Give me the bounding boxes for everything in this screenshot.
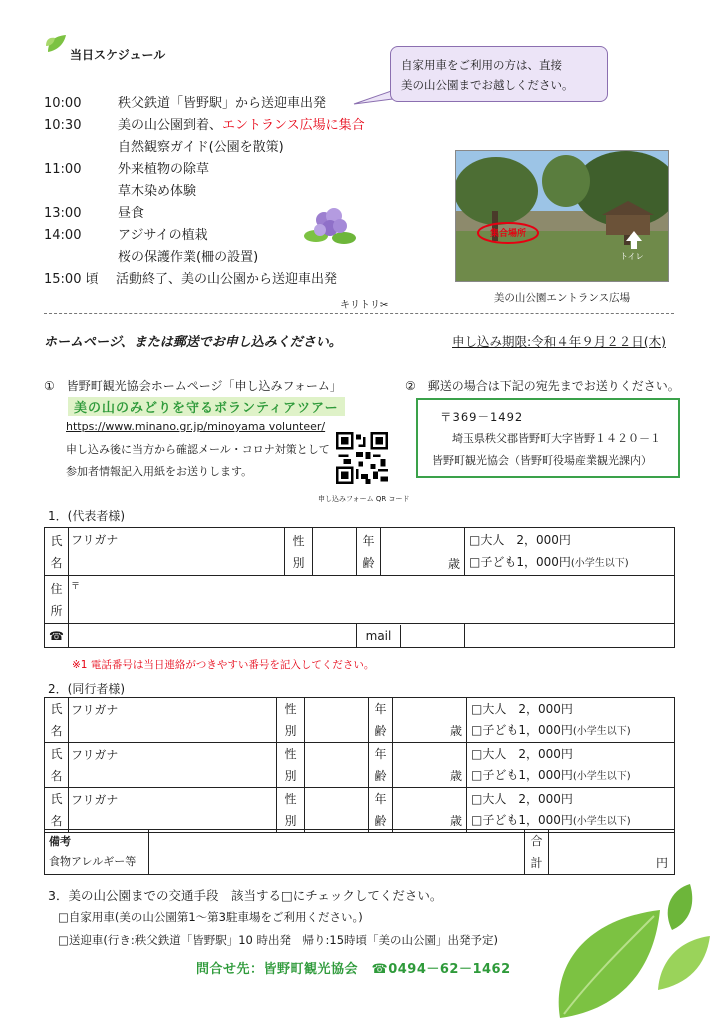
- sex-label: 性 別: [277, 698, 305, 743]
- age-label: 年 齢: [369, 698, 393, 743]
- application-headline: ホームページ、または郵送でお申し込みください。: [44, 335, 342, 350]
- name-field[interactable]: フリガナ: [69, 528, 285, 576]
- car-notice-bubble: 自家用車をご利用の方は、直接 美の山公園までお越しください。: [390, 46, 608, 102]
- toilet-label: トイレ: [620, 252, 644, 261]
- cut-here-label: キリトリ✂: [340, 300, 389, 311]
- total-field[interactable]: 円: [549, 830, 675, 875]
- sex-label: 性 別: [277, 788, 305, 833]
- remarks-form: [44, 829, 675, 875]
- remarks-field[interactable]: [149, 830, 525, 875]
- sex-label: 性 別: [285, 528, 313, 576]
- section-companion-title: 2．(同行者様): [48, 682, 125, 696]
- hydrangea-icon: [302, 200, 358, 250]
- sex-field[interactable]: [305, 743, 369, 788]
- schedule-row: 桜の保護作業(柵の設置): [118, 250, 259, 265]
- tour-name: 美の山のみどりを守るボランティアツアー: [68, 397, 345, 416]
- organization: 皆野町観光協会（皆野町役場産業観光課内）: [432, 454, 652, 467]
- age-label: 年 齢: [369, 743, 393, 788]
- confirmation-note: 申し込み後に当方から確認メール・コロナ対策として: [66, 443, 330, 456]
- age-field[interactable]: 歳: [381, 528, 465, 576]
- photo-caption: 美の山公園エントランス広場: [493, 292, 631, 304]
- park-photo: [455, 150, 669, 282]
- schedule-title: 当日スケジュール: [70, 48, 166, 62]
- age-field[interactable]: 歳: [393, 698, 467, 743]
- schedule-row: 10:00 秩父鉄道「皆野駅」から送迎車出発: [44, 96, 327, 111]
- meeting-point-highlight: エントランス広場に集合: [222, 118, 365, 133]
- sex-field[interactable]: [313, 528, 357, 576]
- fee-options[interactable]: □大人 2，000円 □子ども1，000円(小学生以下): [467, 743, 675, 788]
- age-field[interactable]: 歳: [393, 743, 467, 788]
- age-label: 年 齢: [357, 528, 381, 576]
- shuttle-checkbox[interactable]: □送迎車(行き:秩父鉄道「皆野駅」10 時出発 帰り:15時頃「美の山公園」出発予定): [58, 933, 499, 947]
- schedule-row: 15:00 頃 活動終了、美の山公園から送迎車出発: [44, 272, 338, 287]
- age-label: 年 齢: [369, 788, 393, 833]
- name-label: 氏 名: [45, 528, 69, 576]
- name-field[interactable]: フリガナ: [69, 743, 277, 788]
- mailing-address-box: [416, 398, 680, 478]
- sex-label: 性 別: [277, 743, 305, 788]
- fee-options[interactable]: □大人 2，000円 □子ども1，000円(小学生以下): [467, 788, 675, 833]
- fee-options[interactable]: □大人 2，000円 □子ども1，000円(小学生以下): [465, 528, 675, 576]
- mail-label: mail: [357, 625, 401, 647]
- phone-note: ※1 電話番号は当日連絡がつきやすい番号を記入してください。: [72, 659, 375, 671]
- name-field[interactable]: フリガナ: [69, 698, 277, 743]
- age-field[interactable]: 歳: [393, 788, 467, 833]
- schedule-row: 14:00 アジサイの植栽: [44, 228, 208, 243]
- fee-options[interactable]: □大人 2，000円 □子ども1，000円(小学生以下): [467, 698, 675, 743]
- address-label: 住 所: [45, 576, 69, 624]
- remarks-label: 備考 食物アレルギー等: [45, 830, 149, 875]
- cut-line: [44, 313, 674, 314]
- mail-method: ② 郵送の場合は下記の宛先までお送りください。: [405, 379, 680, 393]
- leaf-icon: [44, 32, 70, 54]
- name-label: 氏 名: [45, 698, 69, 743]
- email-field[interactable]: [465, 624, 675, 648]
- schedule-row: 10:30 美の山公園到着、エントランス広場に集合: [44, 118, 365, 133]
- address-field[interactable]: 〒: [69, 576, 675, 624]
- section-representative-title: 1．(代表者様): [48, 509, 125, 523]
- sex-field[interactable]: [305, 788, 369, 833]
- name-field[interactable]: フリガナ: [69, 788, 277, 833]
- companion-form: [44, 697, 675, 833]
- schedule-row: 自然観察ガイド(公園を散策): [118, 140, 284, 155]
- sex-field[interactable]: [305, 698, 369, 743]
- decorative-leaves-icon: [550, 880, 710, 1020]
- schedule-row: 11:00 外来植物の除草: [44, 162, 210, 177]
- representative-form: [44, 527, 675, 648]
- meeting-place-label: 集合場所: [490, 229, 527, 239]
- own-car-checkbox[interactable]: □自家用車(美の山公園第1～第3駐車場をご利用ください。): [58, 910, 363, 924]
- schedule-row: 13:00 昼食: [44, 206, 145, 221]
- qr-code-icon[interactable]: [336, 432, 388, 484]
- postal-code: 〒369－1492: [440, 410, 524, 424]
- phone-field[interactable]: [69, 624, 357, 648]
- total-label: 合 計: [525, 830, 549, 875]
- name-label: 氏 名: [45, 743, 69, 788]
- schedule-row: 草木染め体験: [118, 184, 197, 199]
- qr-caption: 申し込みフォーム QR コード: [318, 495, 410, 503]
- name-label: 氏 名: [45, 788, 69, 833]
- transport-title: 3．美の山公園までの交通手段 該当する□にチェックしてください。: [48, 888, 443, 903]
- confirmation-note: 参加者情報記入用紙をお送りします。: [66, 465, 253, 478]
- phone-icon: ☎: [45, 624, 69, 648]
- application-url[interactable]: https://www.minano.gr.jp/minoyama volunteer/: [66, 420, 326, 433]
- deadline: 申し込み期限:令和４年９月２２日(木): [452, 334, 666, 349]
- address: 埼玉県秩父郡皆野町大字皆野１４２０－１: [452, 432, 661, 445]
- homepage-method: ① 皆野町観光協会ホームページ「申し込みフォーム」: [44, 379, 342, 393]
- contact-info: 問合せ先：皆野町観光協会 ☎0494－62－1462: [196, 962, 511, 977]
